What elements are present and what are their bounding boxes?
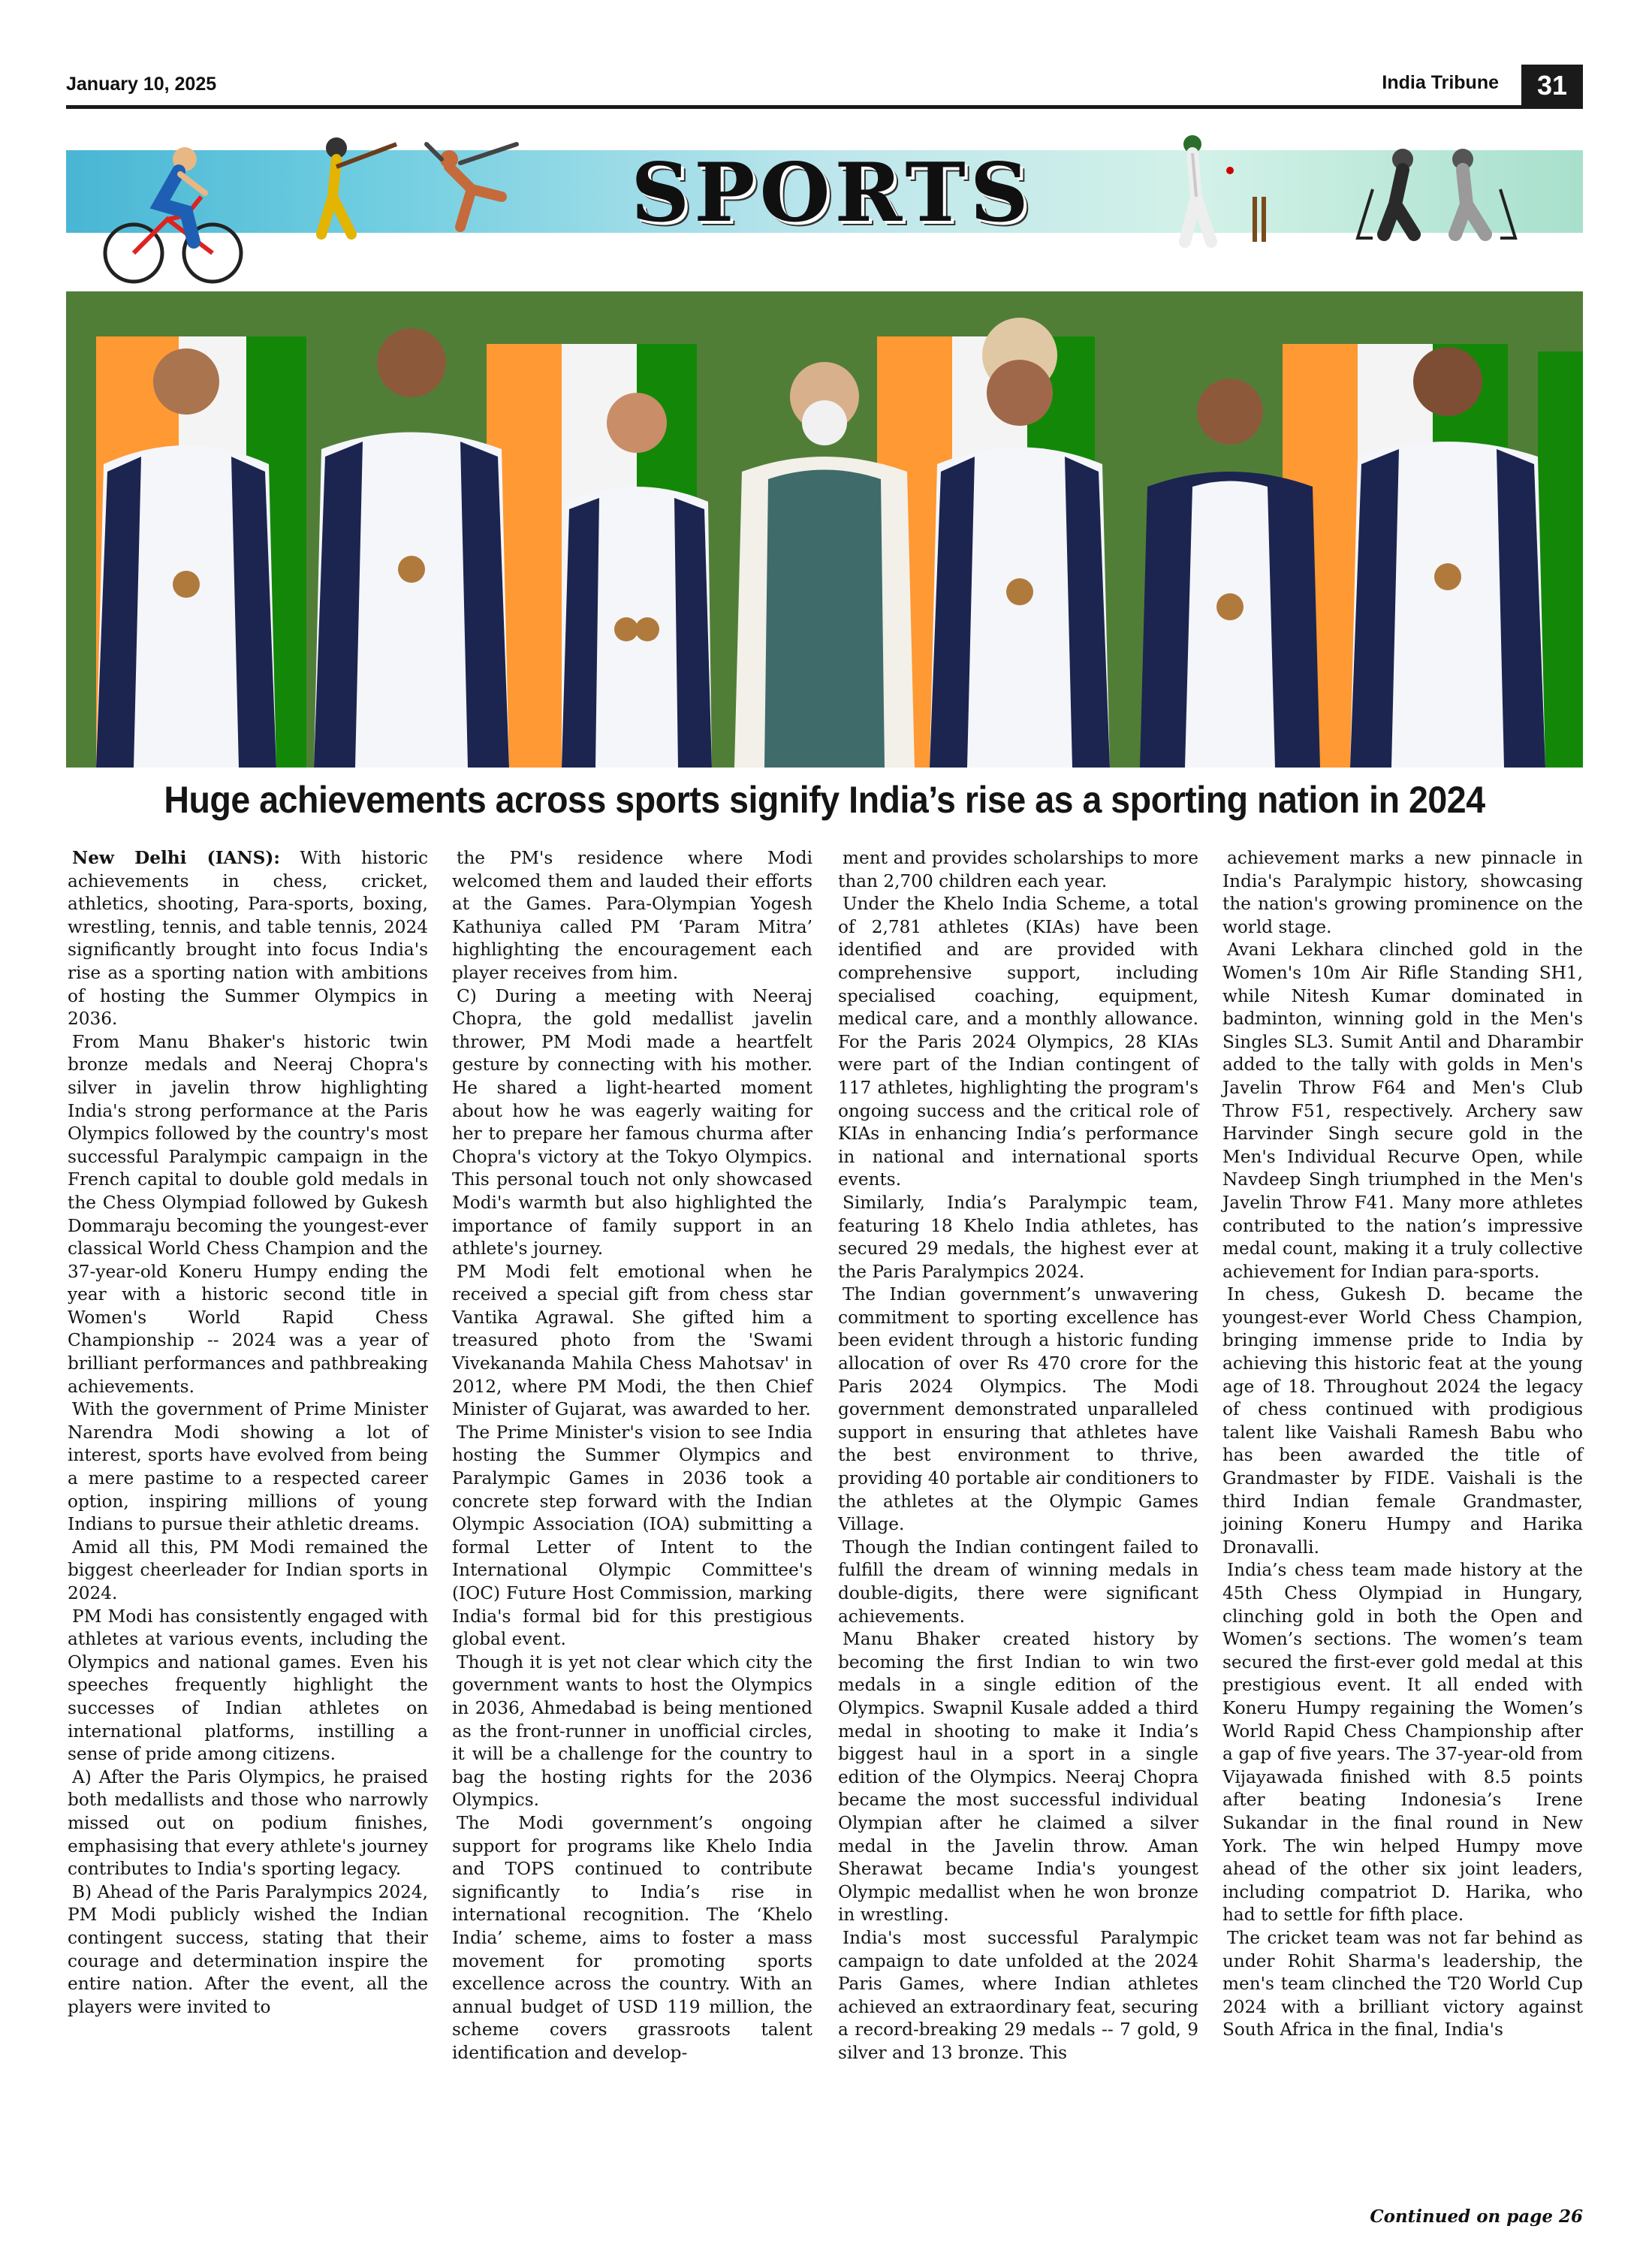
article-paragraph: India’s chess team made history at the 45th Chess Olympiad in Hungary, clinching gold in both the Open and Women’s sections. The women’s team secured the first-ever gold medal at this prestigious event. It all ended with Koneru Humpy regaining the Women’s World Rapid Chess Championship after a gap of five years. The 37-year-old from Vijayawada finished with 8.5 points after beating Indonesia’s Irene Sukandar in the final round in New York. The win helped Humpy move ahead of the other six joint leaders, including compatriot D. Harika, who had to settle for fifth place. bbox=[1222, 1560, 1583, 1926]
article-paragraph: B) Ahead of the Paris Paralympics 2024, PM Modi publicly wished the Indian contingent success, stating that their courage and determination inspire the entire nation. After the event, all the players were invited to bbox=[68, 1881, 428, 2017]
article-paragraph: The Prime Minister's vision to see India hosting the Summer Olympics and Paralympic Games in 2036 took a concrete step forward with the Indian Olympic Association (IOA) submitting a formal Letter of Intent to the International Olympic Committee's (IOC) Future Host Commission, marking India's formal bid for this prestigious global event. bbox=[452, 1422, 812, 1650]
sports-banner bbox=[66, 129, 1583, 287]
article-paragraph: Amid all this, PM Modi remained the biggest cheerleader for Indian sports in 2024. bbox=[68, 1537, 428, 1603]
dateline: New Delhi (IANS): bbox=[72, 848, 280, 868]
article-paragraph: In chess, Gukesh D. became the youngest-ever World Chess Champion, bringing immense pride to India by achieving this historic feat at the young age of 18. Throughout 2024 the legacy of chess continued with prodigious talent like Vaishali Ramesh Babu who has been awarded the title of Grandmaster by FIDE. Vaishali is the third Indian female Grandmaster, joining Koneru Humpy and Harika Dronavalli. bbox=[1222, 1284, 1583, 1558]
article-paragraph: From Manu Bhaker's historic twin bronze medals and Neeraj Chopra's silver in javelin throw highlighting India's strong performance at the Paris Olympics followed by the country's most successful Paralympic campaign in the French capital to double gold medals in the Chess Olympiad followed by Gukesh Dommaraju becoming the youngest-ever classical World Chess Champion and the 37-year-old Koneru Humpy ending the year with a historic second title in Women's World Rapid Chess Championship -- 2024 was a year of brilliant performances and pathbreaking achievements. bbox=[68, 1031, 428, 1397]
paper-name: India Tribune bbox=[1382, 72, 1499, 93]
continued-link[interactable]: Continued on page 26 bbox=[1370, 2206, 1583, 2227]
article-paragraph: PM Modi felt emotional when he received a special gift from chess star Vantika Agrawal. She gifted him a treasured photo from the 'Swami Vivekananda Mahila Chess Mahotsav' in 2012, where PM Modi, the then Chief Minister of Gujarat, was awarded to her. bbox=[452, 1261, 812, 1420]
article-column-2 bbox=[452, 847, 812, 2064]
article-column-1 bbox=[68, 847, 428, 2019]
article-paragraph: C) During a meeting with Neeraj Chopra, the gold medallist javelin thrower, PM Modi made a heartfelt gesture by connecting with his mother. He shared a light-hearted moment about how he was eagerly waiting for her to prepare her famous churma after Chopra's victory at the Tokyo Olympics. This personal touch not only showcased Modi's warmth but also highlighted the importance of family support in an athlete's journey. bbox=[452, 985, 812, 1259]
article-paragraph: India's most successful Paralympic campaign to date unfolded at the 2024 Paris Games, where Indian athletes achieved an extraordinary feat, securing a record-breaking 29 medals -- 7 gold, 9 silver and 13 bronze. This bbox=[838, 1927, 1198, 2063]
cricketer-icon bbox=[1140, 129, 1275, 249]
goalkeeper-icon bbox=[419, 137, 532, 242]
page-number: 31 bbox=[1521, 65, 1583, 107]
article-paragraph: The Indian government’s unwavering commitment to sporting excellence has been evident through a historic funding allocation of over Rs 470 crore for the Paris 2024 Olympics. The Modi government demonstrated unparalleled support in ensuring that athletes have the best environment to thrive, providing 40 portable air conditioners to the athletes at the Olympic Games Village. bbox=[838, 1284, 1198, 1535]
article-column-4 bbox=[1222, 847, 1583, 2042]
issue-date: January 10, 2025 bbox=[66, 74, 217, 95]
article-paragraph: New Delhi (IANS): With historic achievements in chess, cricket, athletics, shooting, Para-sports, boxing, wrestling, tennis, and table tennis, 2024 significantly brought into focus India's rise as a sporting nation with ambitions of hosting the Summer Olympics in 2036. bbox=[68, 848, 428, 1030]
article-paragraph: achievement marks a new pinnacle in India's Paralympic history, showcasing the nation's growing prominence on the world stage. bbox=[1222, 848, 1583, 937]
article-paragraph: PM Modi has consistently engaged with athletes at various events, including the Olympics and national games. Even his speeches frequently highlight the successes of Indian athletes on international platforms, instilling a sense of pride among citizens. bbox=[68, 1606, 428, 1765]
batsman-icon bbox=[291, 129, 404, 242]
article-paragraph: With the government of Prime Minister Narendra Modi showing a lot of interest, sports have evolved from being a mere pastime to a respected career option, inspiring millions of young Indians to pursue their athletic dreams. bbox=[68, 1399, 428, 1535]
article-paragraph: Avani Lekhara clinched gold in the Women's 10m Air Rifle Standing SH1, while Nitesh Kumar dominated in badminton, winning gold in the Men's Singles SL3. Sumit Antil and Dharambir added to the tally with golds in Men's Javelin Throw F64 and Men's Club Throw F51, respectively. Archery saw Harvinder Singh secure gold in the Men's Individual Recurve Open, while Navdeep Singh triumphed in the Men's Javelin Throw F41. Many more athletes contributed to the nation’s impressive medal count, making it a truly collective achievement for Indian para-sports. bbox=[1222, 940, 1583, 1282]
article-paragraph: Similarly, India’s Paralympic team, featuring 18 Khelo India athletes, has secured 29 medals, the highest ever at the Paris Paralympics 2024. bbox=[838, 1192, 1198, 1282]
athletes-with-pm-image bbox=[66, 291, 1583, 768]
article-paragraph: ment and provides scholarships to more than 2,700 children each year. bbox=[838, 848, 1198, 891]
article-paragraph: A) After the Paris Olympics, he praised both medallists and those who narrowly missed out on podium finishes, emphasising that every athlete's journey contributes to India's sporting legacy. bbox=[68, 1766, 428, 1880]
article-column-3 bbox=[838, 847, 1198, 2064]
article-paragraph: Under the Khelo India Scheme, a total of 2,781 athletes (KIAs) have been identified and are provided with comprehensive support, including specialised coaching, equipment, medical care, and a monthly allowance. For the Paris 2024 Olympics, 28 KIAs were part of the Indian contingent of 117 athletes, highlighting the program's ongoing success and the critical role of KIAs in enhancing India’s performance in national and international sports events. bbox=[838, 894, 1198, 1190]
headline: Huge achievements across sports signify India’s rise as a sporting nation in 2024 bbox=[164, 779, 1485, 821]
lead-photo bbox=[66, 291, 1583, 768]
article-paragraph: The cricket team was not far behind as under Rohit Sharma's leadership, the men's team clinched the T20 World Cup 2024 with a brilliant victory against South Africa in the final, India's bbox=[1222, 1927, 1583, 2040]
article-paragraph: Manu Bhaker created history by becoming the first Indian to win two medals in a single edition of the Olympics. Swapnil Kusale added a third medal in shooting to make it India’s biggest haul in a sport in a single edition of the Olympics. Neeraj Chopra became the most successful individual Olympian after he claimed a silver medal in the Javelin throw. Aman Sherawat became India's youngest Olympic medallist when he won bronze in wrestling. bbox=[838, 1629, 1198, 1926]
cyclist-icon bbox=[96, 129, 246, 287]
masthead-rule bbox=[66, 105, 1583, 109]
article-paragraph: the PM's residence where Modi welcomed them and lauded their efforts at the Games. Para-Olympian Yogesh Kathuniya called PM ‘Param Mitra’ highlighting the encouragement each player receives from him. bbox=[452, 848, 812, 983]
masthead bbox=[66, 65, 1583, 110]
article-paragraph: The Modi government’s ongoing support for programs like Khelo India and TOPS continued to contribute significantly to India’s rise in international recognition. The ‘Khelo India’ scheme, aims to foster a mass movement for promoting sports excellence across the country. With an annual budget of USD 119 million, the scheme covers grassroots talent identification and develop- bbox=[452, 1812, 812, 2063]
banner-title: SPORTS bbox=[631, 146, 1033, 240]
article-paragraph: Though the Indian contingent failed to fulfill the dream of winning medals in double-digits, there were significant achievements. bbox=[838, 1537, 1198, 1627]
article-paragraph: Though it is yet not clear which city the government wants to host the Olympics in 2036, Ahmedabad is being mentioned as the front-runner in unofficial circles, it will be a challenge for the country to bag the hosting rights for the 2036 Olympics. bbox=[452, 1651, 812, 1811]
ice-hockey-icon bbox=[1343, 144, 1538, 242]
